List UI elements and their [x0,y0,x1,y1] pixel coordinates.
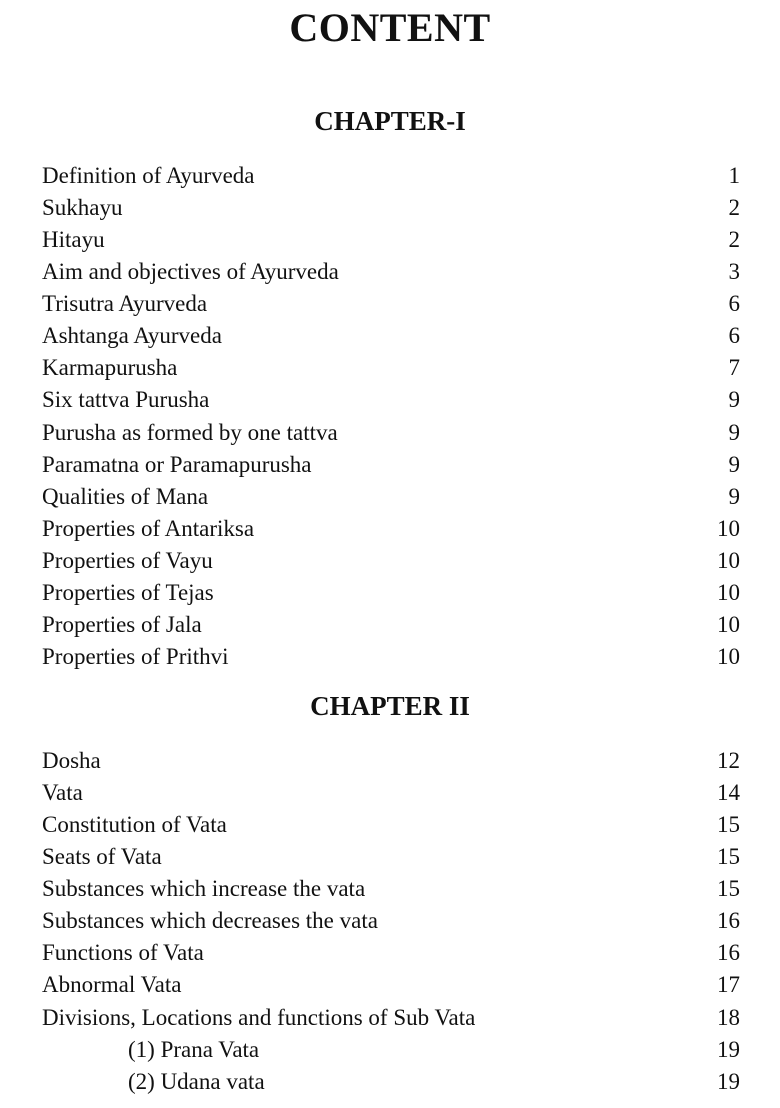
toc-entry [42,641,740,673]
toc-entry [42,545,740,577]
toc-entry-page: 10 [717,643,740,669]
chapter-heading: CHAPTER-I [314,106,466,136]
toc-entry-label: Abnormal Vata [42,972,182,998]
toc-entry-label: Sukhayu [42,195,123,221]
toc-entry [42,320,740,352]
toc-entry-label: Paramatna or Paramapurusha [42,451,312,477]
toc-entry-page: 12 [717,748,740,773]
toc-entry [42,841,740,873]
toc-entry-page: 17 [717,972,740,998]
toc-entry [42,745,740,777]
toc-entry-label: Properties of Tejas [42,579,214,605]
toc-entry [42,352,740,384]
toc-entry-label: Substances which increase the vata [42,876,366,902]
toc-entry-label: Properties of Vayu [42,547,213,573]
toc-entry-page: 19 [717,1068,740,1094]
toc-entry-page: 9 [728,387,740,413]
toc-entry-label: Aim and objectives of Ayurveda [42,259,339,285]
toc-entry-page: 15 [717,812,740,838]
toc-entry [42,224,740,256]
toc-entry-page: 18 [717,1004,740,1030]
toc-entry-label: Trisutra Ayurveda [42,291,208,317]
toc-entry-page: 9 [728,483,740,509]
toc-entry-page: 9 [728,419,740,445]
toc-entry [42,513,740,545]
toc-entry-label: Purusha as formed by one tattva [42,419,338,445]
chapter-heading: CHAPTER II [310,691,470,721]
toc-entry-label: Seats of Vata [42,844,162,870]
toc-entry-page: 10 [717,579,740,605]
toc-entry-page: 2 [728,195,740,221]
toc-entry [42,905,740,937]
toc-entry [42,288,740,320]
toc-entry-label: Functions of Vata [42,940,204,966]
toc-entry-label: Ashtanga Ayurveda [42,323,222,349]
chapter-1-entries [42,160,740,673]
toc-entry-page: 19 [717,1036,740,1062]
toc-entry [42,1034,740,1066]
toc-entry-page: 16 [717,940,740,966]
toc-entry-page: 1 [728,163,740,188]
toc-entry-label: Dosha [42,748,101,773]
toc-entry-page: 6 [728,291,740,317]
toc-entry-label: Vata [42,780,83,806]
toc-entry [42,160,740,192]
toc-entry-page: 14 [717,780,740,806]
toc-entry [42,449,740,481]
toc-entry-page: 10 [717,547,740,573]
toc-entry-page: 7 [728,355,740,381]
toc-entry [42,577,740,609]
toc-entry-label: Substances which decreases the vata [42,908,378,934]
toc-entry-label: Properties of Jala [42,611,202,637]
toc-entry [42,256,740,288]
toc-entry-page: 3 [728,259,740,285]
toc-entry [42,417,740,449]
toc-entry-page: 9 [728,451,740,477]
toc-entry-label: Properties of Prithvi [42,643,229,669]
toc-entry-page: 10 [717,611,740,637]
toc-entry [42,969,740,1001]
page-title: CONTENT [289,5,491,50]
toc-entry-label: Divisions, Locations and functions of Sub Vata [42,1004,476,1030]
toc-entry-page: 6 [728,323,740,349]
chapter-2-entries [42,745,740,1098]
toc-entry-label: Constitution of Vata [42,812,227,838]
toc-entry [42,809,740,841]
toc-entry-label: Definition of Ayurveda [42,163,255,188]
toc-entry [42,609,740,641]
toc-entry [42,873,740,905]
toc-entry-label: Hitayu [42,227,105,253]
toc-entry [42,192,740,224]
toc-entry [42,777,740,809]
toc-entry [42,1066,740,1098]
toc-entry-label: Properties of Antariksa [42,515,255,541]
toc-entry [42,937,740,969]
toc-entry-label: (1) Prana Vata [128,1036,260,1062]
toc-entry-page: 10 [717,515,740,541]
toc-entry [42,1002,740,1034]
toc-entry-page: 15 [717,844,740,870]
toc-entry-label: (2) Udana vata [128,1068,265,1094]
toc-entry-label: Qualities of Mana [42,483,209,509]
toc-entry-page: 15 [717,876,740,902]
toc-entry-page: 16 [717,908,740,934]
toc-entry-label: Six tattva Purusha [42,387,210,413]
toc-entry [42,384,740,416]
toc-entry [42,481,740,513]
toc-entry-page: 2 [728,227,740,253]
toc-entry-label: Karmapurusha [42,355,178,381]
